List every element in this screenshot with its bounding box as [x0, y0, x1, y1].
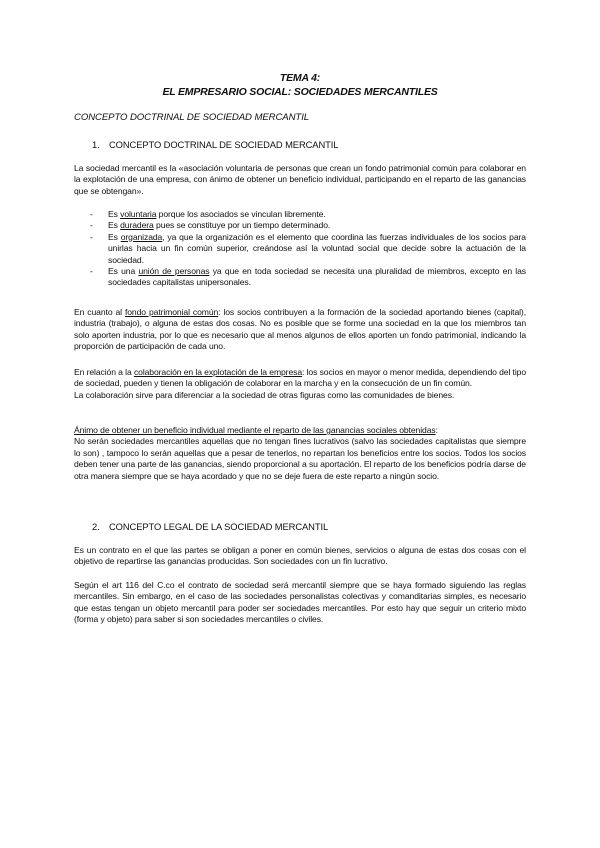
heading-2: [92, 521, 328, 532]
title-line-1: TEMA 4:: [279, 72, 321, 84]
underlined-term: fondo patrimonial común: [124, 307, 219, 317]
paragraph-definition: La sociedad mercantil es la «asociación voluntaria de personas que crean un fondo patrimonial común para colaborar en la explotación de una empresa, con ánimo de obtener un beneficio individual, participando en el reparto de las ganancias que se obtengan».: [74, 163, 526, 196]
section-concept-heading: CONCEPTO DOCTRINAL DE SOCIEDAD MERCANTIL: [74, 112, 309, 123]
paragraph-fondo-patrimonial: En cuanto al fondo patrimonial común: los socios contribuyen a la formación de la sociedad aportando bienes (capital), industria (trabajo), o alguna de estas dos cosas. No es posible que se forme una sociedad en la que los miembros tan solo aporten industria, por lo que es necesario que al menos algunos de ellos aporten un fondo patrimonial, indicando la proporción de participación de cada uno.: [74, 307, 526, 352]
paragraph-animo-lucro: Ánimo de obtener un beneficio individual mediante el reparto de las ganancias sociales obtenidas: No serán sociedades mercantiles aquellas que no tengan fines lucrativos (salvo las sociedades capitalistas que siempre lo son) , tampoco lo serán aquellas que a pesar de tenerlos, no repartan los beneficios entre los socios. Todos los socios deben tener una parte de las ganancias, siendo proporcional a su aportación. El reparto de los beneficios podría darse de otra manera siempre que se haya acordado y que no se deje fuera de este reparto a ningún socio.: [74, 425, 526, 481]
paragraph-animo-body: No serán sociedades mercantiles aquellas que no tengan fines lucrativos (salvo las sociedades capitalistas que siempre lo son) , tampoco lo serán aquellas que a pesar de tenerlos, no repartan los beneficios entre los socios. Todos los socios deben tener una parte de las ganancias, siendo proporcional a su aportación. El reparto de los beneficios podría darse de otra manera siempre que se haya acordado y que no se deje fuera de este reparto a ningún socio.: [74, 436, 526, 481]
list-item: - Es una unión de personas ya que en toda sociedad se necesita una pluralidad de miembros, excepto en las sociedades capitalistas unipersonales.: [90, 266, 526, 288]
list-item: - Es organizada, ya que la organización es el elemento que coordina las fuerzas individuales de los socios para unirlas hacia un fin común superior, creándose así la voluntad social que decide sobre la actuación de la sociedad.: [90, 231, 526, 265]
paragraph-legal-1: Es un contrato en el que las partes se obligan a poner en común bienes, servicios o alguna de estas dos cosas con el objetivo de repartirse las ganancias producidas. Son sociedades con un fin lucrativo.: [74, 545, 526, 567]
underlined-heading: Ánimo de obtener un beneficio individual mediante el reparto de las ganancias sociales obtenidas: [74, 425, 436, 435]
underlined-term: voluntaria: [120, 209, 157, 219]
heading-1: [92, 139, 338, 150]
paragraph-colaboracion: En relación a la colaboración en la explotación de la empresa: los socios en mayor o menor medida, dependiendo del tipo de sociedad, pueden y tienen la obligación de colaborar en la marcha y en la consecución de un fin común. La colaboración sirve para diferenciar a la sociedad de otras figuras como las comunidades de bienes.: [74, 367, 526, 400]
underlined-term: duradera: [120, 220, 154, 231]
title-line-2: EL EMPRESARIO SOCIAL: SOCIEDADES MERCANTILES: [162, 86, 438, 98]
heading-1-text: CONCEPTO DOCTRINAL DE SOCIEDAD MERCANTIL: [109, 139, 339, 150]
heading-2-text: CONCEPTO LEGAL DE LA SOCIEDAD MERCANTIL: [109, 521, 329, 532]
underlined-term: unión de personas: [138, 266, 210, 277]
paragraph-colaboracion-line2: La colaboración sirve para diferenciar a la sociedad de otras figuras como las comunidades de bienes.: [74, 389, 455, 400]
heading-1-number: 1.: [92, 139, 100, 150]
paragraph-legal-2: Según el art 116 del C.co el contrato de sociedad será mercantil siempre que se haya formado siguiendo las reglas mercantiles. Sin embargo, en el caso de las sociedades personalistas colectivas y comanditarias simples, es necesario que estas tengan un objeto mercantil para poder ser sociedades mercantiles. Por esto hay que seguir un criterio mixto (forma y objeto) para saber si son sociedades mercantiles o civiles.: [74, 580, 526, 625]
underlined-term: organizada: [120, 231, 163, 242]
list-item: - Es voluntaria porque los asociados se vinculan libremente.: [90, 209, 326, 219]
characteristics-list: [90, 209, 526, 289]
underlined-term: colaboración en la explotación de la empresa: [133, 367, 303, 377]
list-item: - Es duradera pues se constituye por un tiempo determinado.: [90, 220, 331, 231]
heading-2-number: 2.: [92, 521, 100, 532]
